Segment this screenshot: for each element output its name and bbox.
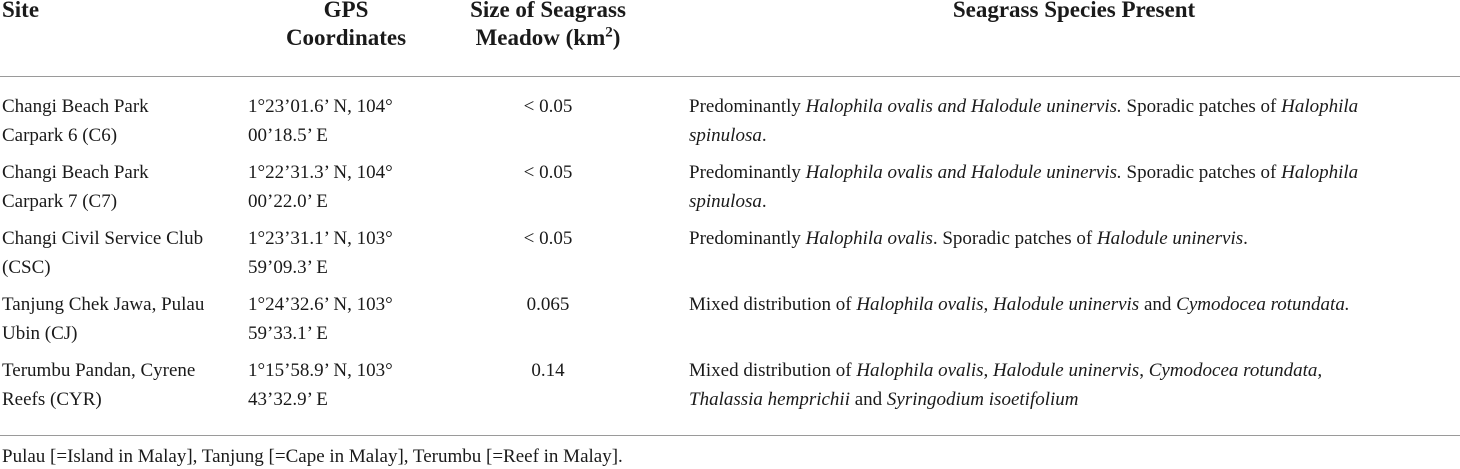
cell-species-line <box>689 187 1449 216</box>
species-name: Halophila ovalis <box>856 360 984 381</box>
cell-species-line <box>689 290 1449 319</box>
table-bottom-rule <box>0 435 1460 436</box>
species-name: Halodule uninervis <box>993 294 1140 315</box>
species-name: Syringodium isoetifolium <box>886 389 1079 410</box>
cell-site-line: Carpark 6 (C6) <box>2 125 118 146</box>
table-row <box>0 290 1460 356</box>
cell-site <box>2 224 232 282</box>
species-name: Halophila ovalis and Halodule uninervis. <box>805 96 1122 117</box>
species-name: Halophila ovalis <box>805 228 933 249</box>
species-text: Sporadic patches of <box>1121 162 1282 183</box>
species-name: Halophila ovalis <box>856 294 984 315</box>
species-name: spinulosa <box>689 125 762 146</box>
cell-gps-line: 43’32.9’ E <box>248 389 328 410</box>
species-text: . Sporadic patches of <box>932 228 1097 249</box>
cell-site-line: Terumbu Pandan, Cyrene <box>2 360 196 381</box>
species-text: Mixed distribution of <box>689 294 857 315</box>
cell-gps-line: 59’33.1’ E <box>248 323 328 344</box>
header-species: Seagrass Species Present <box>952 0 1196 22</box>
cell-species-line <box>689 356 1449 385</box>
cell-site-line: Tanjung Chek Jawa, Pulau <box>2 294 205 315</box>
cell-species <box>689 158 1449 216</box>
cell-species <box>689 356 1449 414</box>
cell-species <box>689 224 1449 253</box>
cell-site-line: Carpark 7 (C7) <box>2 191 118 212</box>
table-footnote: Pulau [=Island in Malay], Tanjung [=Cape in Malay], Terumbu [=Reef in Malay]. <box>2 446 623 467</box>
species-text: , <box>983 294 994 315</box>
cell-gps-line: 00’18.5’ E <box>248 125 328 146</box>
cell-gps <box>248 290 418 348</box>
header-gps <box>248 0 444 52</box>
cell-species-line <box>689 385 1449 414</box>
cell-site-line: (CSC) <box>2 257 51 278</box>
cell-gps-line: 1°23’01.6’ N, 104° <box>248 96 393 117</box>
header-gps-line1: GPS <box>323 0 369 22</box>
species-name: Thalassia hemprichii <box>689 389 850 410</box>
cell-site-line: Changi Beach Park <box>2 162 149 183</box>
table-row <box>0 356 1460 422</box>
species-name: Halodule uninervis <box>1096 228 1244 249</box>
species-text: , <box>983 360 994 381</box>
cell-gps-line: 1°15’58.9’ N, 103° <box>248 360 393 381</box>
cell-site-line: Reefs (CYR) <box>2 389 102 410</box>
cell-gps-line: 1°22’31.3’ N, 104° <box>248 162 393 183</box>
species-name: Cymodocea rotundata, <box>1148 360 1323 381</box>
cell-site <box>2 356 232 414</box>
species-name: Cymodocea rotundata. <box>1176 294 1350 315</box>
cell-species <box>689 290 1449 319</box>
cell-species <box>689 92 1449 150</box>
species-text: and <box>1139 294 1177 315</box>
cell-gps <box>248 158 418 216</box>
species-name: Halophila <box>1281 162 1359 183</box>
species-name: Halophila ovalis and Halodule uninervis. <box>805 162 1122 183</box>
header-size-line2 <box>448 24 648 52</box>
cell-size: < 0.05 <box>523 162 573 183</box>
header-gps-line2: Coordinates <box>285 25 407 50</box>
cell-gps-line: 00’22.0’ E <box>248 191 328 212</box>
cell-site <box>2 92 232 150</box>
cell-site-line: Changi Civil Service Club <box>2 228 204 249</box>
cell-gps-line: 1°23’31.1’ N, 103° <box>248 228 393 249</box>
cell-site-line: Ubin (CJ) <box>2 323 78 344</box>
table-body <box>0 92 1460 422</box>
cell-species-line <box>689 121 1449 150</box>
cell-gps-line: 1°24’32.6’ N, 103° <box>248 294 393 315</box>
header-size-line1: Size of Seagrass <box>470 0 626 22</box>
cell-size: 0.14 <box>531 360 565 381</box>
species-text: . <box>761 191 767 212</box>
species-name: Halophila <box>1281 96 1359 117</box>
cell-site <box>2 290 232 348</box>
cell-size: 0.065 <box>526 294 570 315</box>
species-text: and <box>849 389 887 410</box>
table-row <box>0 158 1460 224</box>
header-size <box>448 0 648 52</box>
cell-size: < 0.05 <box>523 96 573 117</box>
species-text: , <box>1139 360 1149 381</box>
cell-site-line: Changi Beach Park <box>2 96 149 117</box>
cell-gps <box>248 92 418 150</box>
header-size-unit: Meadow (km <box>475 25 606 50</box>
species-text: Sporadic patches of <box>1121 96 1282 117</box>
species-text: . <box>761 125 767 146</box>
species-name: spinulosa <box>689 191 762 212</box>
cell-gps <box>248 356 418 414</box>
cell-site <box>2 158 232 216</box>
species-text: Mixed distribution of <box>689 360 857 381</box>
table-row <box>0 224 1460 290</box>
species-text: Predominantly <box>689 228 806 249</box>
table-row <box>0 92 1460 158</box>
cell-gps <box>248 224 418 282</box>
species-name: Halodule uninervis <box>993 360 1140 381</box>
cell-species-line <box>689 92 1449 121</box>
species-text: Predominantly <box>689 96 806 117</box>
species-text: Predominantly <box>689 162 806 183</box>
cell-species-line <box>689 224 1449 253</box>
header-site: Site <box>2 0 40 22</box>
header-size-superscript: 2 <box>605 24 613 41</box>
table-header-row <box>0 0 1460 77</box>
cell-species-line <box>689 158 1449 187</box>
header-size-close: ) <box>612 25 621 50</box>
cell-size: < 0.05 <box>523 228 573 249</box>
species-text: . <box>1243 228 1248 249</box>
cell-gps-line: 59’09.3’ E <box>248 257 328 278</box>
